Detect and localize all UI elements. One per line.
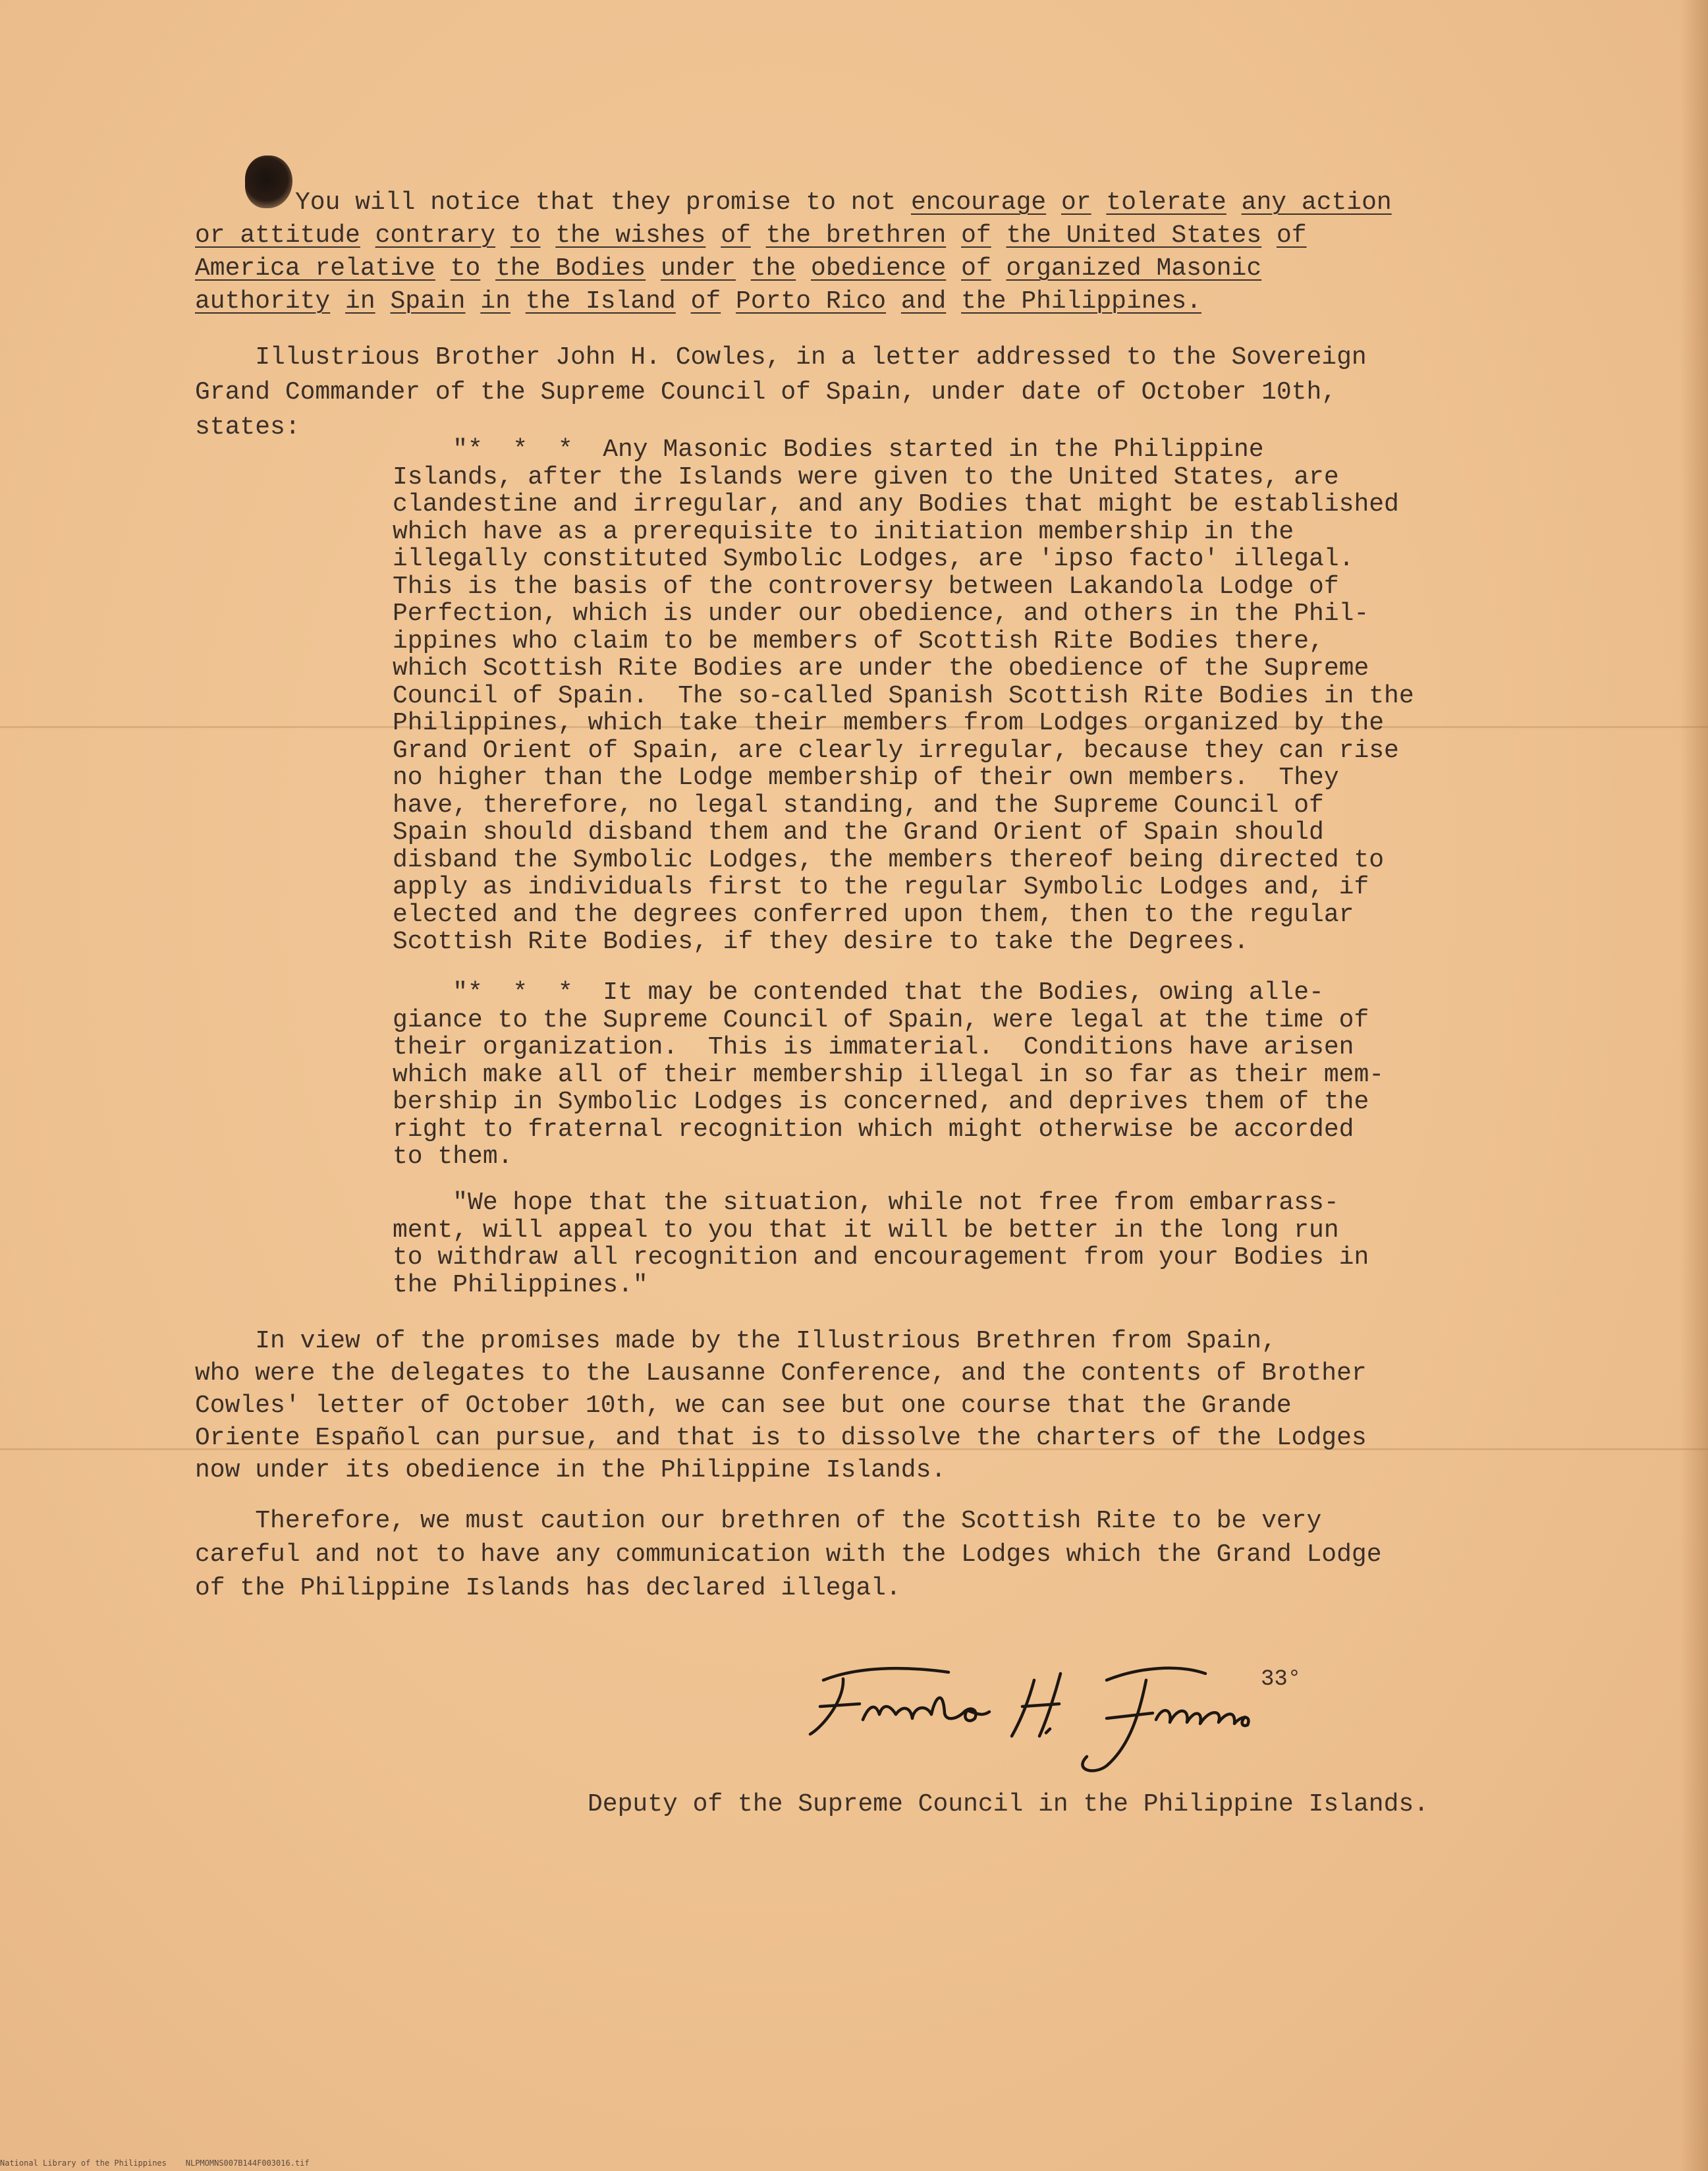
underlined-phrase: the United States xyxy=(1006,221,1262,250)
underlined-phrase: America relative xyxy=(195,254,435,283)
underlined-phrase: or attitude xyxy=(195,221,360,250)
text-fragment xyxy=(705,221,721,250)
text-fragment xyxy=(946,254,961,283)
text-fragment xyxy=(721,287,736,316)
text-fragment xyxy=(1091,188,1107,217)
paragraph-line xyxy=(195,219,1392,252)
text-fragment xyxy=(541,221,556,250)
underlined-phrase: Porto Rico xyxy=(736,287,887,316)
text-fragment xyxy=(751,221,766,250)
text-fragment xyxy=(435,254,451,283)
text-fragment xyxy=(1226,188,1242,217)
underlined-phrase: the Island xyxy=(525,287,676,316)
quote-hope: "We hope that the situation, while not free from embarrass- ment, will appeal to you that it will be better in the long run to withdraw all recognition and encouragement from your Bodies in the Philippines." xyxy=(393,1189,1369,1299)
underlined-phrase: and xyxy=(900,287,947,316)
paragraph-line xyxy=(195,285,1392,318)
underlined-phrase: obedience xyxy=(811,254,947,283)
paragraph-promise xyxy=(195,186,1392,318)
text-fragment xyxy=(466,287,481,316)
underlined-phrase: the brethren xyxy=(765,221,947,250)
text-fragment xyxy=(330,287,345,316)
underlined-phrase: to xyxy=(450,254,481,283)
text-fragment xyxy=(946,287,961,316)
underlined-phrase: authority xyxy=(195,287,331,316)
text-fragment xyxy=(736,254,751,283)
underlined-phrase: the xyxy=(750,254,796,283)
degree-mark: 33° xyxy=(1261,1667,1302,1692)
text-fragment xyxy=(676,287,691,316)
text-fragment xyxy=(991,254,1006,283)
archive-footer: National Library of the Philippines NLPMOMNS007B144F003016.tif xyxy=(0,2158,310,2168)
underlined-phrase: of xyxy=(1276,221,1307,250)
signer-title: Deputy of the Supreme Council in the Philippine Islands. xyxy=(588,1790,1429,1819)
underlined-phrase: contrary xyxy=(375,221,496,250)
text-fragment xyxy=(360,221,375,250)
underlined-phrase: in xyxy=(480,287,510,316)
text-fragment xyxy=(375,287,391,316)
text-fragment xyxy=(946,221,961,250)
underlined-phrase: the Bodies xyxy=(495,254,646,283)
paragraph-cowles-letter: Illustrious Brother John H. Cowles, in a letter addressed to the Sovereign Grand Commander of the Supreme Council of Spain, under date of October 10th, states: xyxy=(195,343,1367,441)
text-fragment xyxy=(991,221,1006,250)
text-fragment xyxy=(646,254,661,283)
underlined-phrase: organized Masonic xyxy=(1006,254,1262,283)
handwritten-signature xyxy=(797,1641,1284,1779)
paragraph-line xyxy=(195,186,1392,219)
text-fragment xyxy=(886,287,901,316)
underlined-phrase: of xyxy=(961,221,991,250)
text-fragment xyxy=(796,254,811,283)
underlined-phrase: to xyxy=(510,221,541,250)
underlined-phrase: any action xyxy=(1241,188,1392,217)
underlined-phrase: in xyxy=(345,287,375,316)
text-fragment xyxy=(1046,188,1061,217)
page-edge-shadow xyxy=(1680,0,1708,2171)
paragraph-line xyxy=(195,252,1392,285)
underlined-phrase: of xyxy=(690,287,721,316)
paragraph-caution: Therefore, we must caution our brethren of the Scottish Rite to be very careful and not to have any communication with the Lodges which the Grand Lodge of the Philippine Islands has declared illegal. xyxy=(195,1507,1382,1602)
quote-masonic-bodies: "* * * Any Masonic Bodies started in the Philippine Islands, after the Islands were given to the United States, are clandestine and irregular, and any Bodies that might be established which have as a prerequisite to initiation membership in the illegally constituted Symbolic Lodges, are 'ipso facto' illegal. This is the basis of the controversy between Lakandola Lodge of Perfection, which is under our obedience, and others in the Phil- ippines who claim to be members of Scottish Rite Bodies there, which Scottish Rite Bodies are under the obedience of the Supreme Council of Spain. The so-called Spanish Scottish Rite Bodies in the Philippines, which take their members from Lodges organized by the Grand Orient of Spain, are clearly irregular, because they can rise no higher than the Lodge membership of their own members. They have, therefore, no legal standing, and the Supreme Council of Spain should disband them and the Grand Orient of Spain should disband the Symbolic Lodges, the members thereof being directed to apply as individuals first to the regular Symbolic Lodges and, if elected and the degrees conferred upon them, then to the regular Scottish Rite Bodies, if they desire to take the Degrees. xyxy=(393,436,1414,956)
underlined-phrase: under xyxy=(660,254,736,283)
underlined-phrase: or xyxy=(1061,188,1091,217)
underlined-phrase: of xyxy=(721,221,751,250)
text-fragment: You will notice that they promise to not xyxy=(295,188,911,217)
text-fragment xyxy=(495,221,510,250)
underlined-phrase: encourage xyxy=(910,188,1047,217)
paragraph-in-view: In view of the promises made by the Illustrious Brethren from Spain, who were the delegates to the Lausanne Conference, and the contents of Brother Cowles' letter of October 10th, we can see but one course that the Grande Oriente Español can pursue, and that is to dissolve the charters of the Lodges now under its obedience in the Philippine Islands. xyxy=(195,1327,1367,1484)
underlined-phrase: Spain xyxy=(390,287,466,316)
underlined-phrase: tolerate xyxy=(1106,188,1226,217)
quote-contended: "* * * It may be contended that the Bodies, owing alle- giance to the Supreme Council of Spain, were legal at the time of their organization. This is immaterial. Conditions have arisen which make all of their membership illegal in so far as their mem- bership in Symbolic Lodges is concerned, and deprives them of the right to fraternal recognition which might otherwise be accorded to them. xyxy=(393,978,1385,1171)
text-fragment xyxy=(510,287,526,316)
text-fragment xyxy=(480,254,495,283)
underlined-phrase: the wishes xyxy=(555,221,706,250)
underlined-phrase: of xyxy=(961,254,991,283)
text-fragment xyxy=(1261,221,1277,250)
underlined-phrase: the Philippines. xyxy=(961,287,1201,316)
